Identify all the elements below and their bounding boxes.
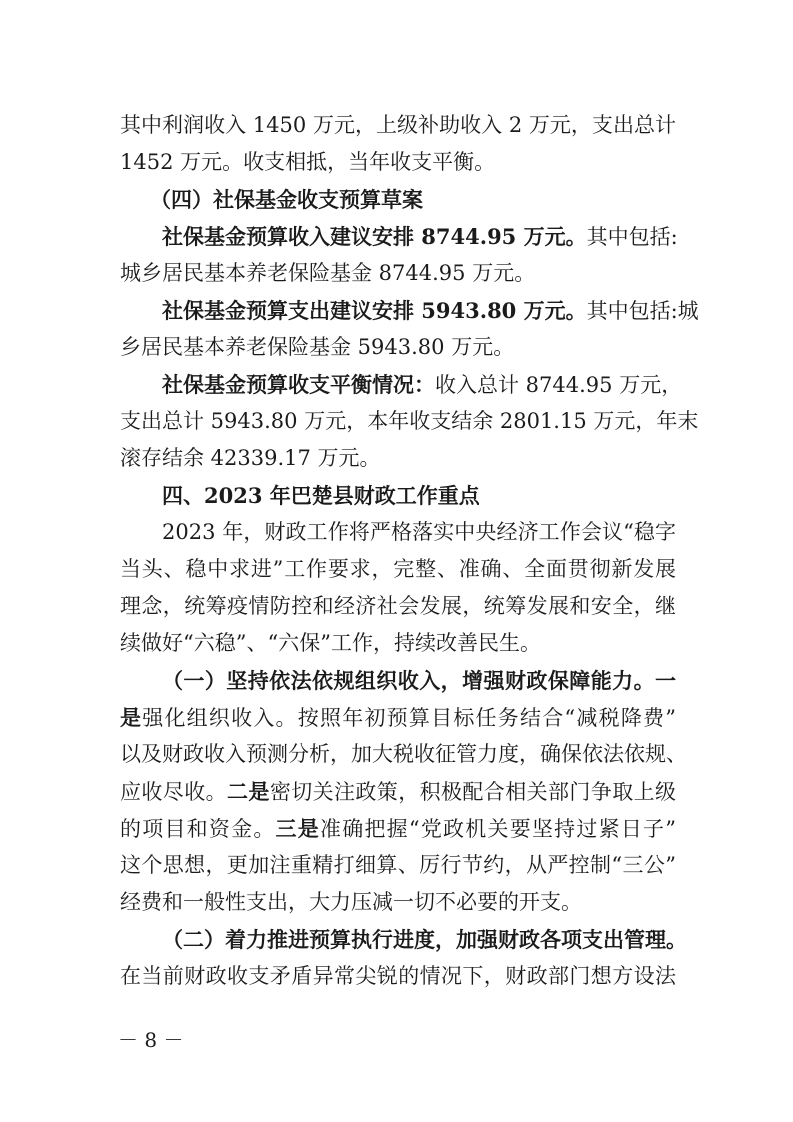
text-line xyxy=(120,847,676,884)
text-line xyxy=(120,144,676,181)
chapter-heading xyxy=(120,477,676,514)
text-line xyxy=(120,884,676,921)
text-line xyxy=(120,255,676,292)
text-run: 滚存结余 42339.17 万元。 xyxy=(120,446,381,470)
text-run: 乡居民基本养老保险基金 5943.80 万元。 xyxy=(120,335,515,359)
text-line xyxy=(120,440,676,477)
text-run: 在当前财政收支矛盾异常尖锐的情况下，财政部门想方设法 xyxy=(120,964,676,988)
text-run: 经费和一般性支出，大力压减一切不必要的开支。 xyxy=(120,890,582,914)
heading-text: （二）着力推进预算执行进度，加强财政各项支出管理。 xyxy=(162,927,687,952)
text-line xyxy=(120,107,676,144)
text-line xyxy=(120,551,676,588)
page-number: － 8 － xyxy=(118,1028,184,1052)
text-line xyxy=(120,699,676,736)
text-line xyxy=(120,588,676,625)
text-line xyxy=(120,514,676,551)
bold-run: 二是 xyxy=(227,779,270,804)
text-run: 城乡居民基本养老保险基金 8744.95 万元。 xyxy=(120,261,536,285)
section-heading xyxy=(120,921,687,958)
heading-text: （一）坚持依法依规组织收入，增强财政保障能力。一 xyxy=(162,668,676,693)
heading-text: 四、2023 年巴楚县财政工作重点 xyxy=(162,483,480,508)
text-line xyxy=(120,958,676,995)
text-line xyxy=(120,329,676,366)
text-run: 强化组织收入。按照年初预算目标任务结合“减税降费” xyxy=(142,706,676,730)
text-run: 当头、稳中求进”工作要求，完整、准确、全面贯彻新发展 xyxy=(120,557,676,581)
text-run: 其中包括:城 xyxy=(586,299,699,323)
bold-run: 社保基金预算收支平衡情况： xyxy=(162,372,435,397)
text-run: 1452 万元。收支相抵，当年收支平衡。 xyxy=(120,150,496,174)
text-line xyxy=(120,403,699,440)
bold-run: 三是 xyxy=(275,816,320,841)
bold-run: 是 xyxy=(120,705,143,730)
section-heading xyxy=(120,662,676,699)
text-run: 以及财政收入预测分析，加大税收征管力度，确保依法依规、 xyxy=(120,742,687,766)
text-run: 应收尽收。 xyxy=(120,780,227,804)
text-line xyxy=(120,625,676,662)
text-line xyxy=(120,292,699,329)
section-heading xyxy=(120,181,676,218)
text-line xyxy=(120,218,676,255)
text-line xyxy=(120,773,676,810)
text-run: 这个思想，更加注重精打细算、厉行节约，从严控制“三公” xyxy=(120,853,676,877)
text-run: 密切关注政策，积极配合相关部门争取上级 xyxy=(269,780,677,804)
text-run: 理念，统筹疫情防控和经济社会发展，统筹发展和安全，继 xyxy=(120,594,676,618)
text-run: 的项目和资金。 xyxy=(120,817,276,841)
text-line xyxy=(120,810,676,847)
text-run: 续做好“六稳”、“六保”工作，持续改善民生。 xyxy=(120,631,541,655)
text-line xyxy=(120,736,687,773)
text-run: 准确把握“党政机关要坚持过紧日子” xyxy=(320,817,677,841)
text-run: 其中利润收入 1450 万元，上级补助收入 2 万元，支出总计 xyxy=(120,113,676,137)
text-run: 2023 年，财政工作将严格落实中央经济工作会议“稳字 xyxy=(162,520,676,544)
bold-run: 社保基金预算支出建议安排 5943.80 万元。 xyxy=(162,298,587,323)
bold-run: 社保基金预算收入建议安排 8744.95 万元。 xyxy=(162,224,587,249)
text-run: 其中包括: xyxy=(586,225,678,249)
text-run: 支出总计 5943.80 万元，本年收支结余 2801.15 万元，年末 xyxy=(120,409,699,433)
text-line xyxy=(120,366,683,403)
text-run: 收入总计 8744.95 万元， xyxy=(435,373,683,397)
document-body xyxy=(120,107,699,995)
heading-text: （四）社保基金收支预算草案 xyxy=(150,187,423,212)
